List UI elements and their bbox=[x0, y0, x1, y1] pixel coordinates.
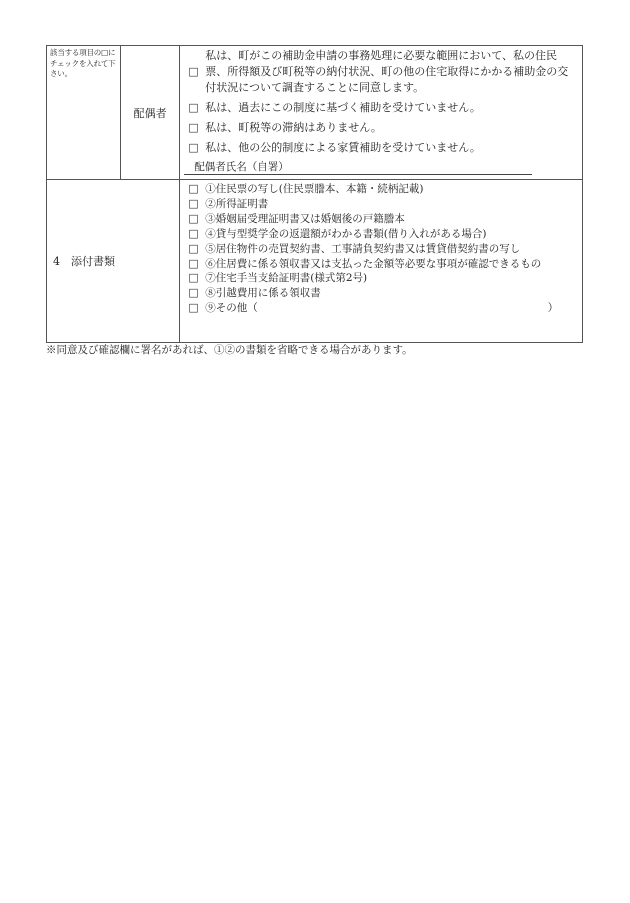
attachment-item bbox=[188, 242, 578, 257]
checkbox-icon[interactable]: □ bbox=[188, 121, 199, 134]
consent-item-text: 私は、他の公的制度による家賃補助を受けていません。 bbox=[205, 141, 481, 154]
section-number: 4 bbox=[53, 255, 60, 268]
checkbox-icon[interactable]: □ bbox=[188, 226, 199, 240]
attachment-item bbox=[188, 182, 578, 197]
attachment-item-text: ②所得証明書 bbox=[205, 197, 269, 210]
spouse-signature-field[interactable] bbox=[184, 160, 532, 175]
party-label-cell bbox=[121, 46, 180, 180]
attachment-item bbox=[188, 227, 578, 242]
attachment-item bbox=[188, 257, 578, 272]
attachments-items-cell bbox=[180, 180, 583, 343]
checkbox-icon[interactable]: □ bbox=[188, 182, 199, 195]
checkbox-icon[interactable]: □ bbox=[188, 271, 199, 285]
checkbox-icon[interactable]: □ bbox=[188, 286, 199, 300]
check-instruction-text: 該当する項目の□にチェックを入れて下さい。 bbox=[50, 48, 116, 78]
consent-items-cell bbox=[180, 46, 583, 180]
consent-item-text: 私は、町がこの補助金申請の事務処理に必要な範囲において、私の住民票、所得額及び町税等の納付状況、町の他の住宅取得にかかる補助金の交付状況について調査することに同意します。 bbox=[205, 49, 569, 94]
attachments-row bbox=[47, 180, 583, 343]
spouse-label: 配偶者 bbox=[133, 106, 167, 120]
consent-item-investigation bbox=[188, 48, 578, 96]
checkbox-icon[interactable]: □ bbox=[188, 211, 199, 225]
consent-item-no-tax-arrears bbox=[188, 120, 578, 136]
attachment-item-other-wrap bbox=[205, 301, 578, 316]
spouse-consent-row bbox=[47, 46, 583, 180]
signature-label: 配偶者氏名（自署） bbox=[194, 161, 289, 173]
consent-item-text: 私は、町税等の滞納はありません。 bbox=[205, 121, 382, 134]
attachment-item-text: ⑨その他（ bbox=[205, 302, 258, 315]
close-paren: ） bbox=[547, 302, 559, 315]
attachment-item bbox=[188, 197, 578, 212]
application-form-table bbox=[46, 45, 583, 343]
attachment-item bbox=[188, 212, 578, 227]
attachment-item-text: ①住民票の写し(住民票謄本、本籍・続柄記載) bbox=[205, 183, 424, 195]
section-title: 添付書類 bbox=[71, 255, 115, 268]
checkbox-icon[interactable]: □ bbox=[188, 301, 199, 315]
consent-item-no-rent-subsidy bbox=[188, 140, 578, 156]
checkbox-icon[interactable]: □ bbox=[188, 241, 199, 255]
footnote: ※同意及び確認欄に署名があれば、①②の書類を省略できる場合があります。 bbox=[46, 344, 413, 356]
attachment-item-text: ③婚姻届受理証明書又は婚姻後の戸籍謄本 bbox=[205, 212, 405, 225]
attachment-item-text: ⑤居住物件の売買契約書、工事請負契約書又は賃貸借契約書の写し bbox=[205, 242, 521, 255]
checkbox-icon[interactable]: □ bbox=[188, 196, 199, 210]
checkbox-icon[interactable]: □ bbox=[188, 141, 199, 154]
checkbox-icon[interactable]: □ bbox=[188, 101, 199, 114]
checkbox-icon[interactable]: □ bbox=[188, 256, 199, 270]
attachment-item-text: ④貸与型奨学金の返還額がわかる書類(借り入れがある場合) bbox=[205, 227, 487, 240]
consent-item-text: 私は、過去にこの制度に基づく補助を受けていません。 bbox=[205, 101, 481, 114]
instruction-cell bbox=[47, 46, 121, 180]
attachment-item-other bbox=[188, 301, 578, 316]
consent-item-no-prior-subsidy bbox=[188, 100, 578, 116]
checkbox-icon[interactable]: □ bbox=[188, 65, 199, 78]
attachment-item bbox=[188, 286, 578, 301]
attachment-item-text: ⑦住宅手当支給証明書(様式第2号) bbox=[205, 272, 368, 285]
attachments-section-label bbox=[47, 180, 180, 343]
attachment-item-text: ⑧引越費用に係る領収書 bbox=[205, 287, 321, 300]
attachment-item bbox=[188, 271, 578, 286]
attachment-item-text: ⑥住居費に係る領収書又は支払った金額等必要な事項が確認できるもの bbox=[205, 257, 542, 270]
